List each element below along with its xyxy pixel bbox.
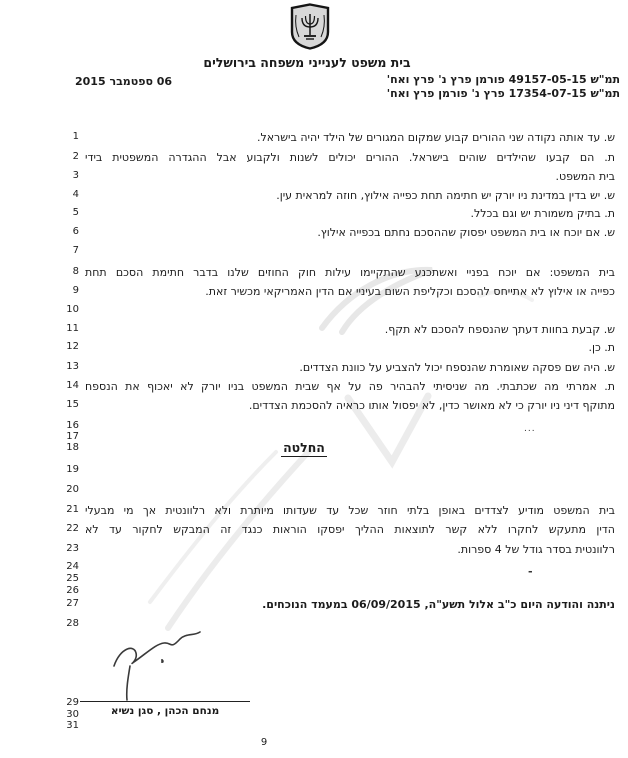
line-number: 11	[66, 323, 79, 334]
transcript-line	[0, 170, 628, 186]
margin-dash-mark: -	[528, 565, 533, 578]
line-text: ש. עד אותה נקודה שני ההורים קבוע שמקום המגורים של הילד יהיה בישראל.	[256, 131, 615, 144]
transcript-line	[0, 245, 628, 261]
line-number: 21	[66, 504, 79, 515]
line-text: בית המשפט מודיע לצדדים באופן בלתי חוזר שכל עד שעדותו מיותרת ולא רלוונטית אך מי מבעלי	[85, 504, 615, 517]
line-number: 13	[66, 361, 79, 372]
line-text: ש. קבעת בחוות דעתך שהנספח להסכם לא תקף.	[384, 323, 615, 336]
line-number: 3	[72, 170, 79, 181]
line-text: ת. כן.	[588, 341, 615, 354]
line-number: 27	[66, 598, 79, 609]
line-number: 1	[72, 131, 79, 142]
case-number-line-2: תמ"ש 17354-07-15 פרץ נ' פורמן פרץ ואח'	[386, 87, 620, 100]
transcript-line	[0, 523, 628, 539]
line-number: 29	[66, 697, 79, 708]
line-text: כפייה או אילוץ לא אתייחס להסכם וכקליפת השום בעיניי אם הדין האמריקאי מכשיר זאת.	[205, 285, 615, 298]
line-number: 23	[66, 543, 79, 554]
transcript-line	[0, 341, 628, 357]
line-number: 8	[72, 266, 79, 277]
line-number: 28	[66, 618, 79, 629]
line-number: 17	[66, 431, 79, 442]
transcript-line	[0, 323, 628, 339]
margin-ellipsis-mark: ...	[524, 424, 536, 434]
line-number: 5	[72, 207, 79, 218]
transcript-line	[0, 266, 628, 282]
line-text: ת. הם קבעו שהילדים שוהים בישראל. ההורים יכולים לשנות ולקבוע אבל ההגדרה המשפטית בידי	[85, 151, 615, 164]
line-number: 16	[66, 420, 79, 431]
transcript-line	[0, 285, 628, 301]
line-text: בית המשפט: אם יוכח בפניי ואשתכנע שהתקיימו עילות חוק החוזים שלנו בדבר חתימת הסכם תחת	[85, 266, 615, 279]
transcript-line	[0, 131, 628, 147]
line-number: 10	[66, 304, 79, 315]
judge-name-title: מנחם הכהן , סגן נשיא	[110, 705, 220, 717]
handwritten-signature-icon	[100, 626, 220, 702]
case-number-line-1: תמ"ש 49157-05-15 פורמן פרץ נ' פרץ ואח'	[386, 73, 620, 86]
line-number: 22	[66, 523, 79, 534]
line-number: 20	[66, 484, 79, 495]
transcript-line	[0, 189, 628, 205]
court-name-title: בית משפט לענייני משפחה בירושלים	[203, 55, 411, 70]
line-text: ש. היה שם פסקה שאומרת שהנספח יכול להצביע על כוונת הצדדים.	[299, 361, 615, 374]
transcript-line	[0, 207, 628, 223]
transcript-line	[0, 399, 628, 415]
line-text: ניתנה והודעה היום כ"ב אלול תשע"ה, 06/09/2015 במעמד הנוכחים.	[262, 598, 615, 611]
transcript-line	[0, 464, 628, 480]
line-text: ש. יש בדין במדינת ניו יורק יש חתימה תחת כפייה אילוץ, חוזה למראית עין.	[276, 189, 615, 202]
signature-line	[80, 701, 250, 702]
line-number: 30	[66, 709, 79, 720]
israel-state-emblem-icon	[289, 3, 331, 50]
transcript-line	[0, 484, 628, 500]
line-number: 12	[66, 341, 79, 352]
transcript-line	[0, 504, 628, 520]
line-number: 25	[66, 573, 79, 584]
line-number: 4	[72, 189, 79, 200]
transcript-line	[0, 618, 628, 634]
line-text: ש. אם יוכח או בית המשפט יפסוק שההסכם נחתם בכפייה אילוץ.	[317, 226, 615, 239]
line-number: 18	[66, 442, 79, 453]
transcript-line	[0, 598, 628, 614]
line-number: 6	[72, 226, 79, 237]
transcript-line	[0, 543, 628, 559]
line-text: בית המשפט.	[555, 170, 615, 183]
transcript-line	[0, 304, 628, 320]
transcript-line	[0, 361, 628, 377]
hearing-date: 06 ספטמבר 2015	[75, 75, 173, 88]
transcript-line	[0, 380, 628, 396]
transcript-line	[0, 226, 628, 242]
page-number: 9	[260, 737, 268, 748]
line-number: 2	[72, 151, 79, 162]
line-text: ת. אמרתי מה שכתבתי. מה שניסיתי להבהיר פה על אף שבית המשפט בניו יורק לא יאכוף את הנספח	[85, 380, 615, 393]
line-text: רלוונטית בסדר גודל של 4 ספרות.	[457, 543, 615, 556]
line-number: 26	[66, 585, 79, 596]
transcript-line	[0, 151, 628, 167]
line-number: 15	[66, 399, 79, 410]
decision-heading-label: החלטה	[283, 440, 325, 455]
line-number: 9	[72, 285, 79, 296]
line-number: 19	[66, 464, 79, 475]
line-number: 31	[66, 720, 79, 731]
line-text: ת. בתיק משמורת יש וגם בכלל.	[470, 207, 615, 220]
line-text: מתוקף דיני ניו יורק כי לא מאושר כדין, לא יפסול אותו כראיה להסכמת הצדדים.	[248, 399, 615, 412]
transcript-line	[0, 720, 628, 736]
line-text: הדין מתעקש לחקרו ללא קשר לתוצאות ההליך יפסקו הוראות כנגד זה המבקש לחקור עד לא	[85, 523, 615, 536]
line-number: 24	[66, 561, 79, 572]
decision-heading	[0, 440, 608, 455]
line-number: 14	[66, 380, 79, 391]
line-number: 7	[72, 245, 79, 256]
